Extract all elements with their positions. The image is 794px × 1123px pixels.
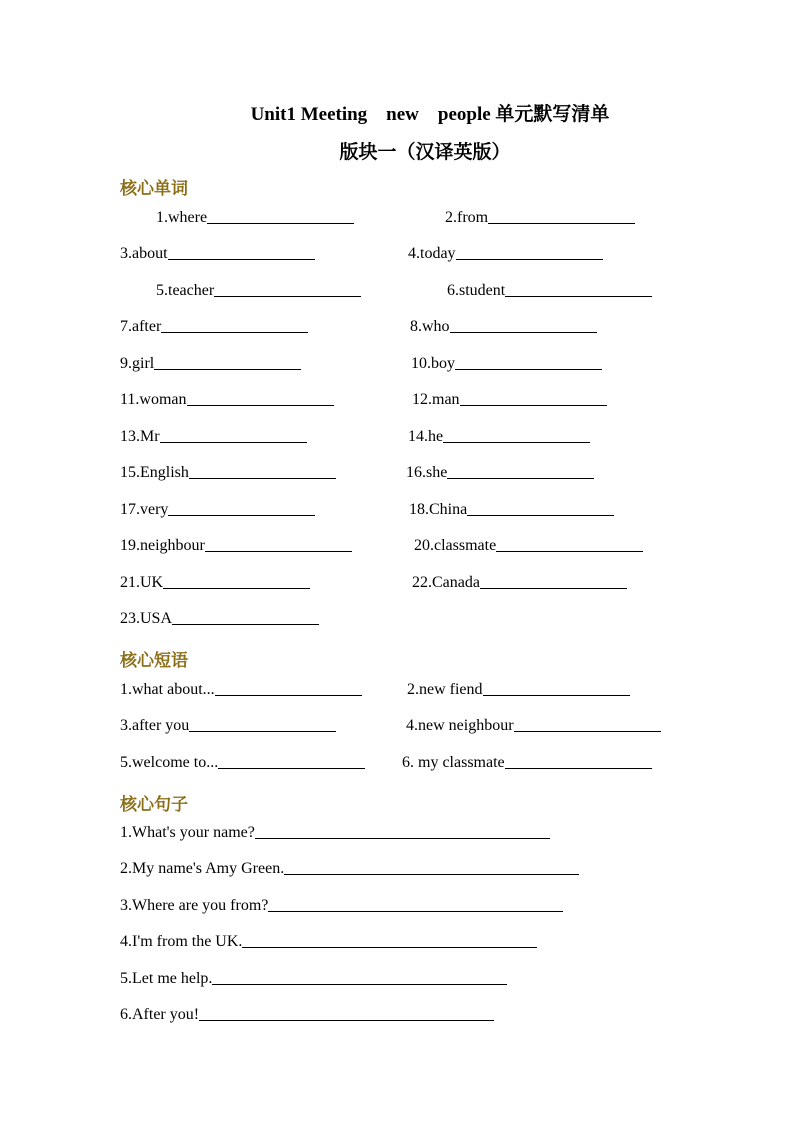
word-label: 10.boy — [411, 355, 455, 372]
word-item — [120, 537, 352, 555]
sentence-label: 5.Let me help. — [120, 970, 213, 987]
answer-blank[interactable] — [242, 946, 537, 948]
sentence-label: 1.What's your name? — [120, 824, 255, 841]
answer-blank[interactable] — [161, 331, 308, 333]
sentence-item — [120, 824, 550, 842]
phrase-label: 5.welcome to... — [120, 754, 219, 771]
word-label: 23.USA — [120, 610, 173, 627]
page-title: Unit1 Meeting new people 单元默写清单 — [250, 104, 610, 125]
answer-blank[interactable] — [218, 767, 365, 769]
word-item — [120, 318, 308, 336]
word-label: 19.neighbour — [120, 537, 205, 554]
answer-blank[interactable] — [205, 550, 352, 552]
answer-blank[interactable] — [268, 910, 563, 912]
phrase-label: 6. my classmate — [402, 754, 505, 771]
answer-blank[interactable] — [480, 587, 627, 589]
sentence-label: 6.After you! — [120, 1006, 200, 1023]
word-item — [120, 574, 310, 592]
word-item — [120, 610, 319, 628]
word-item — [120, 391, 334, 409]
word-label: 7.after — [120, 318, 162, 335]
word-label: 18.China — [409, 501, 468, 518]
answer-blank[interactable] — [447, 477, 594, 479]
answer-blank[interactable] — [455, 368, 602, 370]
phrase-item — [120, 681, 362, 699]
phrase-item — [402, 754, 652, 772]
word-item — [120, 501, 315, 519]
answer-blank[interactable] — [514, 730, 661, 732]
phrase-item — [407, 681, 630, 699]
answer-blank[interactable] — [505, 767, 652, 769]
word-label: 5.teacher — [156, 282, 215, 299]
phrase-item — [120, 717, 336, 735]
word-label: 3.about — [120, 245, 168, 262]
sentence-label: 2.My name's Amy Green. — [120, 860, 285, 877]
answer-blank[interactable] — [168, 514, 315, 516]
word-item — [412, 391, 607, 409]
word-item — [156, 282, 361, 300]
answer-blank[interactable] — [163, 587, 310, 589]
word-label: 16.she — [406, 464, 448, 481]
answer-blank[interactable] — [214, 295, 361, 297]
word-label: 11.woman — [120, 391, 187, 408]
answer-blank[interactable] — [187, 404, 334, 406]
word-item — [408, 245, 603, 263]
word-label: 22.Canada — [412, 574, 480, 591]
sentence-label: 3.Where are you from? — [120, 897, 269, 914]
word-item — [408, 428, 590, 446]
answer-blank[interactable] — [207, 222, 354, 224]
answer-blank[interactable] — [212, 983, 507, 985]
word-label: 2.from — [445, 209, 489, 226]
word-label: 6.student — [447, 282, 506, 299]
sentence-item — [120, 897, 563, 915]
word-item — [411, 355, 602, 373]
word-label: 14.he — [408, 428, 444, 445]
phrase-label: 3.after you — [120, 717, 190, 734]
phrase-item — [406, 717, 661, 735]
word-item — [120, 464, 336, 482]
word-label: 15.English — [120, 464, 189, 481]
answer-blank[interactable] — [456, 258, 603, 260]
word-label: 9.girl — [120, 355, 155, 372]
word-label: 4.today — [408, 245, 456, 262]
word-item — [447, 282, 652, 300]
word-item — [410, 318, 597, 336]
word-item — [409, 501, 614, 519]
answer-blank[interactable] — [154, 368, 301, 370]
answer-blank[interactable] — [215, 694, 362, 696]
word-item — [445, 209, 635, 227]
answer-blank[interactable] — [488, 222, 635, 224]
word-item — [414, 537, 643, 555]
word-label: 20.classmate — [414, 537, 497, 554]
section-heading-sentences: 核心句子 — [120, 795, 188, 815]
answer-blank[interactable] — [284, 873, 579, 875]
answer-blank[interactable] — [199, 1019, 494, 1021]
phrase-label: 4.new neighbour — [406, 717, 514, 734]
sentence-label: 4.I'm from the UK. — [120, 933, 243, 950]
word-item — [156, 209, 354, 227]
answer-blank[interactable] — [496, 550, 643, 552]
answer-blank[interactable] — [460, 404, 607, 406]
answer-blank[interactable] — [467, 514, 614, 516]
answer-blank[interactable] — [189, 477, 336, 479]
phrase-label: 2.new fiend — [407, 681, 483, 698]
word-label: 8.who — [410, 318, 450, 335]
word-label: 1.where — [156, 209, 208, 226]
page-subtitle: 版块一（汉译英版） — [339, 142, 511, 163]
answer-blank[interactable] — [443, 441, 590, 443]
answer-blank[interactable] — [172, 623, 319, 625]
answer-blank[interactable] — [483, 694, 630, 696]
word-item — [412, 574, 627, 592]
word-label: 13.Mr — [120, 428, 160, 445]
word-item — [406, 464, 594, 482]
phrase-label: 1.what about... — [120, 681, 215, 698]
section-heading-phrases: 核心短语 — [120, 651, 188, 671]
answer-blank[interactable] — [168, 258, 315, 260]
word-item — [120, 428, 307, 446]
sentence-item — [120, 860, 579, 878]
word-item — [120, 355, 301, 373]
word-item — [120, 245, 315, 263]
word-label: 12.man — [412, 391, 460, 408]
answer-blank[interactable] — [189, 730, 336, 732]
phrase-item — [120, 754, 365, 772]
sentence-item — [120, 1006, 494, 1024]
answer-blank[interactable] — [450, 331, 597, 333]
answer-blank[interactable] — [255, 837, 550, 839]
section-heading-words: 核心单词 — [120, 179, 188, 199]
sentence-item — [120, 933, 537, 951]
answer-blank[interactable] — [160, 441, 307, 443]
word-label: 21.UK — [120, 574, 164, 591]
word-label: 17.very — [120, 501, 169, 518]
answer-blank[interactable] — [505, 295, 652, 297]
sentence-item — [120, 970, 507, 988]
